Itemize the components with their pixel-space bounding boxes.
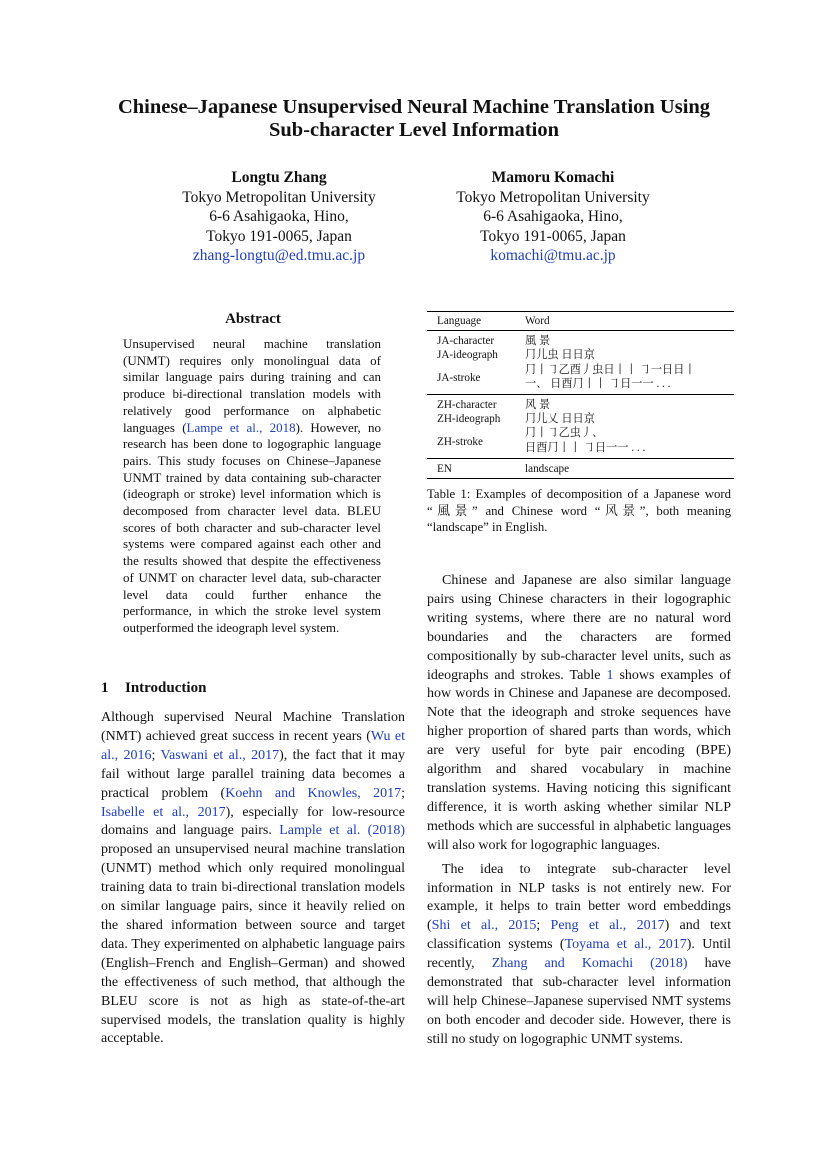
word-cell: 風 景 xyxy=(515,331,734,349)
table-row xyxy=(427,363,734,377)
section-heading xyxy=(101,680,405,697)
word-cell: ⺆儿乂 日⽇京 xyxy=(525,413,595,426)
caption-text: 风景 xyxy=(600,503,640,518)
text-run: ; xyxy=(151,747,161,763)
word-cell: 一、 ⽇⾣⺆⼁丨 ㇆日一一 . . . xyxy=(525,377,671,390)
word-cell: 风 景 xyxy=(515,395,734,413)
word-cell: ⺆⼁㇆乙⾍丿、 xyxy=(525,427,604,440)
word-cell: ⽇⾣⺆⼁丨 ㇆日一一 . . . xyxy=(525,441,646,454)
citation-link[interactable]: Lample et al. (2018) xyxy=(279,823,405,839)
paragraph xyxy=(427,572,731,856)
citation-link[interactable]: Zhang and Komachi (2018) xyxy=(491,956,688,972)
caption-text: ” and Chinese word “ xyxy=(472,503,601,518)
text-run: ; xyxy=(401,785,405,801)
author-address-line: 6-6 Asahigaoka, Hino, xyxy=(209,208,349,226)
abstract-heading: Abstract xyxy=(225,311,281,327)
word-cell: ⺆⼁㇆乙⾣丿⾍日⼁丨 ㇆一⽇日丨 xyxy=(525,363,696,376)
caption-text: Table 1: Examples of decomposition of a Japanese word “ xyxy=(427,487,731,518)
author-block-2 xyxy=(393,168,713,266)
author-affiliation: Tokyo Metropolitan University xyxy=(182,188,376,206)
text-run: ) and text classification systems ( xyxy=(427,918,731,953)
table-row xyxy=(427,412,734,426)
author-affiliation: Tokyo Metropolitan University xyxy=(456,188,650,206)
table-caption xyxy=(427,486,731,536)
citation-link[interactable]: Lampe et al., 2018 xyxy=(186,419,296,435)
section-number: 1 xyxy=(101,680,109,696)
decomposition-table xyxy=(427,311,734,479)
table-row xyxy=(427,331,734,349)
text-run: Chinese and Japanese are also similar language pairs using Chinese characters in their logographic writing systems, where there are no natural word boundaries and the characters are formed compositionally by sub-character level units, such as ideographs and strokes. Table xyxy=(427,573,731,683)
citation-link[interactable]: Shi et al., 2015 xyxy=(431,918,537,934)
lang-label: JA-character xyxy=(427,331,515,349)
author-address-line: 6-6 Asahigaoka, Hino, xyxy=(483,208,623,226)
col-header-language: Language xyxy=(427,312,515,331)
text-run: shows examples of how words in Chinese and Japanese are decomposed. Note that the ideograph and stroke sequences have higher proportion of shared parts than words, which are very useful for byte pair encoding (BPE) algorithm and shared vocabulary in machine translation systems. Having noticing this significant difference, it is worth asking whether similar NLP methods which are successful in alphabetic languages will also work for logographic languages. xyxy=(427,667,731,853)
text-run: Although supervised Neural Machine Translation (NMT) achieved great success in recent years ( xyxy=(101,710,405,744)
author-email-link[interactable]: komachi@tmu.ac.jp xyxy=(490,247,616,265)
author-name: Mamoru Komachi xyxy=(491,169,615,186)
citation-link[interactable]: Koehn and Knowles, 2017 xyxy=(225,785,402,801)
author-block-1 xyxy=(119,168,439,266)
citation-link[interactable]: Vaswani et al., 2017 xyxy=(160,747,280,763)
caption-text: 風景 xyxy=(432,503,472,518)
intro-paragraph xyxy=(101,709,405,1049)
text-run: ), especially for low-resource domains and language pairs. xyxy=(101,804,405,839)
text-run: ), the fact that it may fail without large parallel training data becomes a practical problem ( xyxy=(101,747,405,801)
text-run: ; xyxy=(536,918,551,934)
author-address-line: Tokyo 191-0065, Japan xyxy=(480,227,626,245)
lang-label: JA-ideograph xyxy=(437,349,498,362)
section-title: Introduction xyxy=(125,680,207,696)
author-name: Longtu Zhang xyxy=(231,169,327,186)
citation-link[interactable]: Toyama et al., 2017 xyxy=(564,937,687,953)
caption-text: ”, both meaning “landscape” in English. xyxy=(427,503,732,535)
author-email-link[interactable]: zhang-longtu@ed.tmu.ac.jp xyxy=(192,247,366,265)
citation-link[interactable]: Wu et al., 2016 xyxy=(101,728,405,763)
text-run: The idea to integrate sub-character level information in NLP tasks is not entirely new. For example, it helps to train better word embeddings ( xyxy=(427,861,731,934)
paper-title xyxy=(60,96,768,142)
col-header-word: Word xyxy=(515,312,734,331)
lang-label: ZH-ideograph xyxy=(437,413,501,426)
table-header-row xyxy=(427,312,734,331)
lang-label: EN xyxy=(427,458,515,478)
title-line-2: Sub-character Level Information xyxy=(268,119,559,141)
table-1 xyxy=(427,311,734,479)
word-cell: landscape xyxy=(515,458,734,478)
author-address-line: Tokyo 191-0065, Japan xyxy=(206,227,352,245)
word-cell: ⺆儿⾍ 日⽇京 xyxy=(525,349,595,362)
title-line-1: Chinese–Japanese Unsupervised Neural Machine Translation Using xyxy=(117,96,711,118)
abstract-text-part: ). However, no research has been done to logographic language pairs. This study focuses on Chinese–Japanese UNMT trained by data containing sub-character (ideograph or stroke) level information which is decomposed from character level data. BLEU scores of both character and sub-character level systems were compared against each other and the results showed that despite the effectiveness of UNMT on character level data, sub-character level data could further enhance the performance, in which the stroke level system outperformed the ideograph level system. xyxy=(123,419,382,635)
text-run: have demonstrated that sub-character level information will help Chinese–Japanese supervised NMT systems on both encoder and decoder side. However, there is still no study on logographic UNMT systems. xyxy=(427,956,731,1047)
paragraph xyxy=(427,861,731,1050)
text-run: ). Until recently, xyxy=(427,937,731,972)
lang-label: ZH-stroke xyxy=(437,436,483,449)
table-ref-link[interactable]: 1 xyxy=(606,667,614,683)
table-row xyxy=(427,458,734,478)
lang-label: ZH-character xyxy=(427,395,515,413)
lang-label: JA-stroke xyxy=(437,372,481,385)
citation-link[interactable]: Peng et al., 2017 xyxy=(550,918,665,934)
table-row xyxy=(427,348,734,362)
right-column-text xyxy=(427,572,731,1050)
table-row xyxy=(427,426,734,440)
abstract-text xyxy=(123,336,381,637)
text-run: proposed an unsupervised neural machine translation (UNMT) method which only required monolingual training data to train bi-directional translation models on similar language pairs, since it heavily relied on the shared information between source and target data. They experimented on alphabetic language pairs (English–French and English–German) and showed the effectiveness of such method, that although the BLEU score is not as high as state-of-the-art supervised models, the translation quality is highly acceptable. xyxy=(101,842,405,1047)
table-row xyxy=(427,395,734,413)
citation-link[interactable]: Isabelle et al., 2017 xyxy=(101,804,226,820)
abstract-text-part: Unsupervised neural machine translation (UNMT) requires only monolingual data of similar language pairs during training and can produce bi-directional translation models with relatively good performance on alphabetic languages ( xyxy=(123,336,381,435)
